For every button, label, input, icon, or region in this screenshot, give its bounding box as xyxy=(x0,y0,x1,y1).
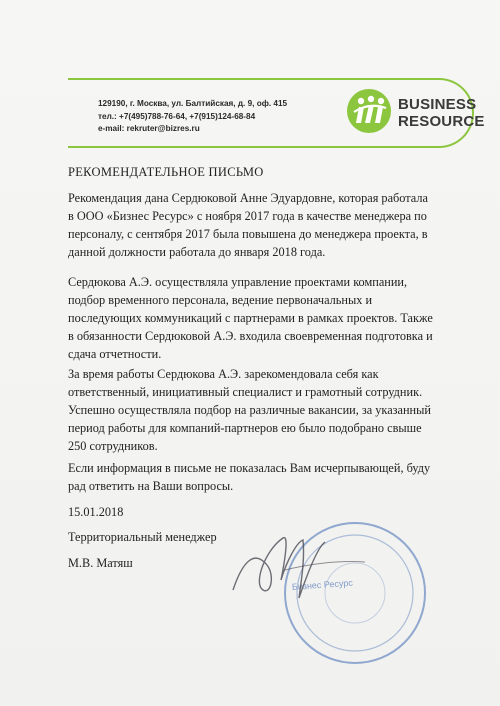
paragraph-line: Успешно осуществляла подбор на различные вакансии, за указанный xyxy=(68,403,431,417)
phone-line: тел.: +7(495)788-76-64, +7(915)124-68-84 xyxy=(98,111,256,121)
paragraph-line: 250 сотрудников. xyxy=(68,439,158,453)
paragraph-line: сдача отчетности. xyxy=(68,347,162,361)
paragraph-line: Если информация в письме не показалась Вам исчерпывающей, буду xyxy=(68,461,431,475)
paragraph-line: ответственный, инициативный специалист и грамотный сотрудник. xyxy=(68,385,423,399)
paragraph-1 xyxy=(68,189,468,261)
paragraph-line: подбор временного персонала, ведение первоначальных и xyxy=(68,293,373,307)
paragraph-line: данной должности работала до января 2018 года. xyxy=(68,245,326,259)
email-line: e-mail: rekruter@bizres.ru xyxy=(98,124,200,133)
stamp-text: Бизнес Ресурс xyxy=(291,577,354,592)
signer-position: Территориальный менеджер xyxy=(68,530,217,544)
letter-date: 15.01.2018 xyxy=(68,505,124,519)
paragraph-line: последующих коммуникаций с партнерами в рамках проектов. Также xyxy=(68,311,433,325)
signer-name: М.В. Матяш xyxy=(68,556,133,570)
brand-line-2: RESOURCE xyxy=(398,113,485,130)
contact-block xyxy=(98,98,287,136)
paragraph-line: персоналу, с сентября 2017 была повышена до менеджера проекта, в xyxy=(68,227,428,241)
paragraph-line: в обязанности Сердюковой А.Э. входила своевременная подготовка и xyxy=(68,329,433,343)
paragraph-4 xyxy=(68,459,468,495)
paragraph-2 xyxy=(68,273,468,363)
brand-line-1: BUSINESS xyxy=(398,96,477,113)
paragraph-line: в ООО «Бизнес Ресурс» с ноября 2017 года в качестве менеджера по xyxy=(68,209,427,223)
address-line: 129190, г. Москва, ул. Балтийская, д. 9, оф. 415 xyxy=(98,99,288,108)
paragraph-line: рад ответить на Ваши вопросы. xyxy=(68,479,234,493)
signature xyxy=(225,520,375,610)
brand-name xyxy=(398,96,485,130)
paragraph-line: период работы для компаний-партнеров ею было подобрано свыше xyxy=(68,421,422,435)
paragraph-line: За время работы Сердюкова А.Э. зарекомендовала себя как xyxy=(68,367,379,381)
business-resource-logo-icon xyxy=(346,88,392,134)
paragraph-line: Сердюкова А.Э. осуществляла управление проектами компании, xyxy=(68,275,408,289)
paragraph-line: Рекомендация дана Сердюковой Анне Эдуардовне, которая работала xyxy=(68,191,428,205)
letter-title: РЕКОМЕНДАТЕЛЬНОЕ ПИСЬМО xyxy=(68,165,264,179)
paragraph-3 xyxy=(68,365,468,455)
